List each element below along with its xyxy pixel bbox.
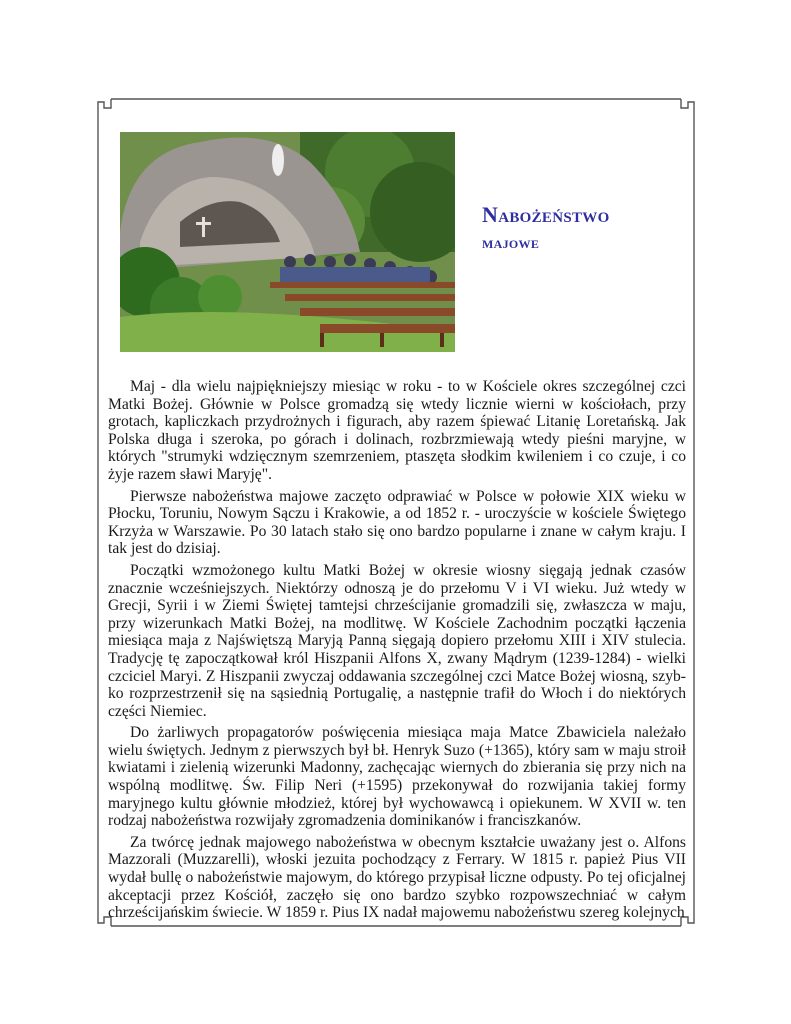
- title-line-1: Nabożeństwo: [482, 202, 610, 227]
- article-body: [108, 378, 686, 926]
- paragraph: Początki wzmożonego kultu Matki Bożej w okresie wiosny sięgają jednak czasów znacznie wcześniejszych. Niektórzy odnoszą je do przełomu V i VI wieku. Już wtedy w Grecji, Syrii i w Ziemi Świętej tamtejsi chrześcijanie gromadzili się, zwłaszcza w maju, przy wizerunkach Matki Bożej, na modlitwę. W Kościele Zachodnim początki łączenia miesiąca maja z Najświętszą Maryją Panną sięgają dopiero przełomu XIII i XIV stulecia. Tradycję tę zapoczątkował król Hiszpanii Alfons X, zwany Mądrym (1239-1284) - wielki czciciel Maryi. Z Hiszpanii zwyczaj oddawania szczególnej czci Matce Bożej wiosną, szybko rozprzestrzenił się na sąsiednią Portugalię, a następnie trafił do Włoch i do niektórych części Niemiec.: [108, 561, 686, 720]
- paragraph: Do żarliwych propagatorów poświęcenia miesiąca maja Matce Zbawiciela należało wielu świętych. Jednym z pierwszych był bł. Henryk Suzo (+1365), który sam w maju stroił kwiatami i zielenią wizerunki Madonny, zachęcając wiernych do zbierania się przy nich na wspólną modlitwę. Św. Filip Neri (+1595) przekonywał do rozwijania takiej formy maryjnego kultu głównie młodzież, której był wychowawcą i opiekunem. W XVII w. ten rodzaj nabożeństwa rozwijały zgromadzenia dominikanów i franciszkanów.: [108, 724, 686, 830]
- grotto-photo: [120, 132, 455, 352]
- grotto-photo-icon: [120, 132, 455, 352]
- title-line-2: majowe: [482, 233, 540, 252]
- page-title: [482, 200, 610, 256]
- paragraph: Za twórcę jednak majowego nabożeństwa w obecnym kształcie uważany jest o. Alfons Mazzorali (Muzzarelli), włoski jezuita pochodzący z Ferrary. W 1815 r. papież Pius VII wydał bullę o nabożeństwie majowym, do którego przypisał liczne odpusty. Po tej oficjalnej akceptacji przez Kościół, zaczęło się ono bardzo szybko rozpowszechniać w całym chrześcijańskim świecie. W 1859 r. Pius IX nadał majowemu nabożeństwu szereg kolejnych: [108, 833, 686, 922]
- paragraph: Maj - dla wielu najpiękniejszy miesiąc w roku - to w Kościele okres szczególnej czci Matki Bożej. Głównie w Polsce gromadzą się wtedy licznie wierni w kościołach, przy grotach, kapliczkach przydrożnych i figurach, aby razem śpiewać Litanię Loretańską. Jak Polska długa i szeroka, po górach i dolinach, rozbrzmiewają wtedy pieśni maryjne, w których "strumyki wdzięcznym szemrzeniem, ptaszęta słodkim kwileniem i co czuje, i co żyje razem sławi Maryję".: [108, 378, 686, 483]
- paragraph: Pierwsze nabożeństwa majowe zaczęto odprawiać w Polsce w połowie XIX wieku w Płocku, Toruniu, Nowym Sączu i Krakowie, a od 1852 r. - uroczyście w kościele Świętego Krzyża w Warszawie. Po 30 latach stało się ono bardzo popularne i znane w całym kraju. I tak jest do dzisiaj.: [108, 487, 686, 558]
